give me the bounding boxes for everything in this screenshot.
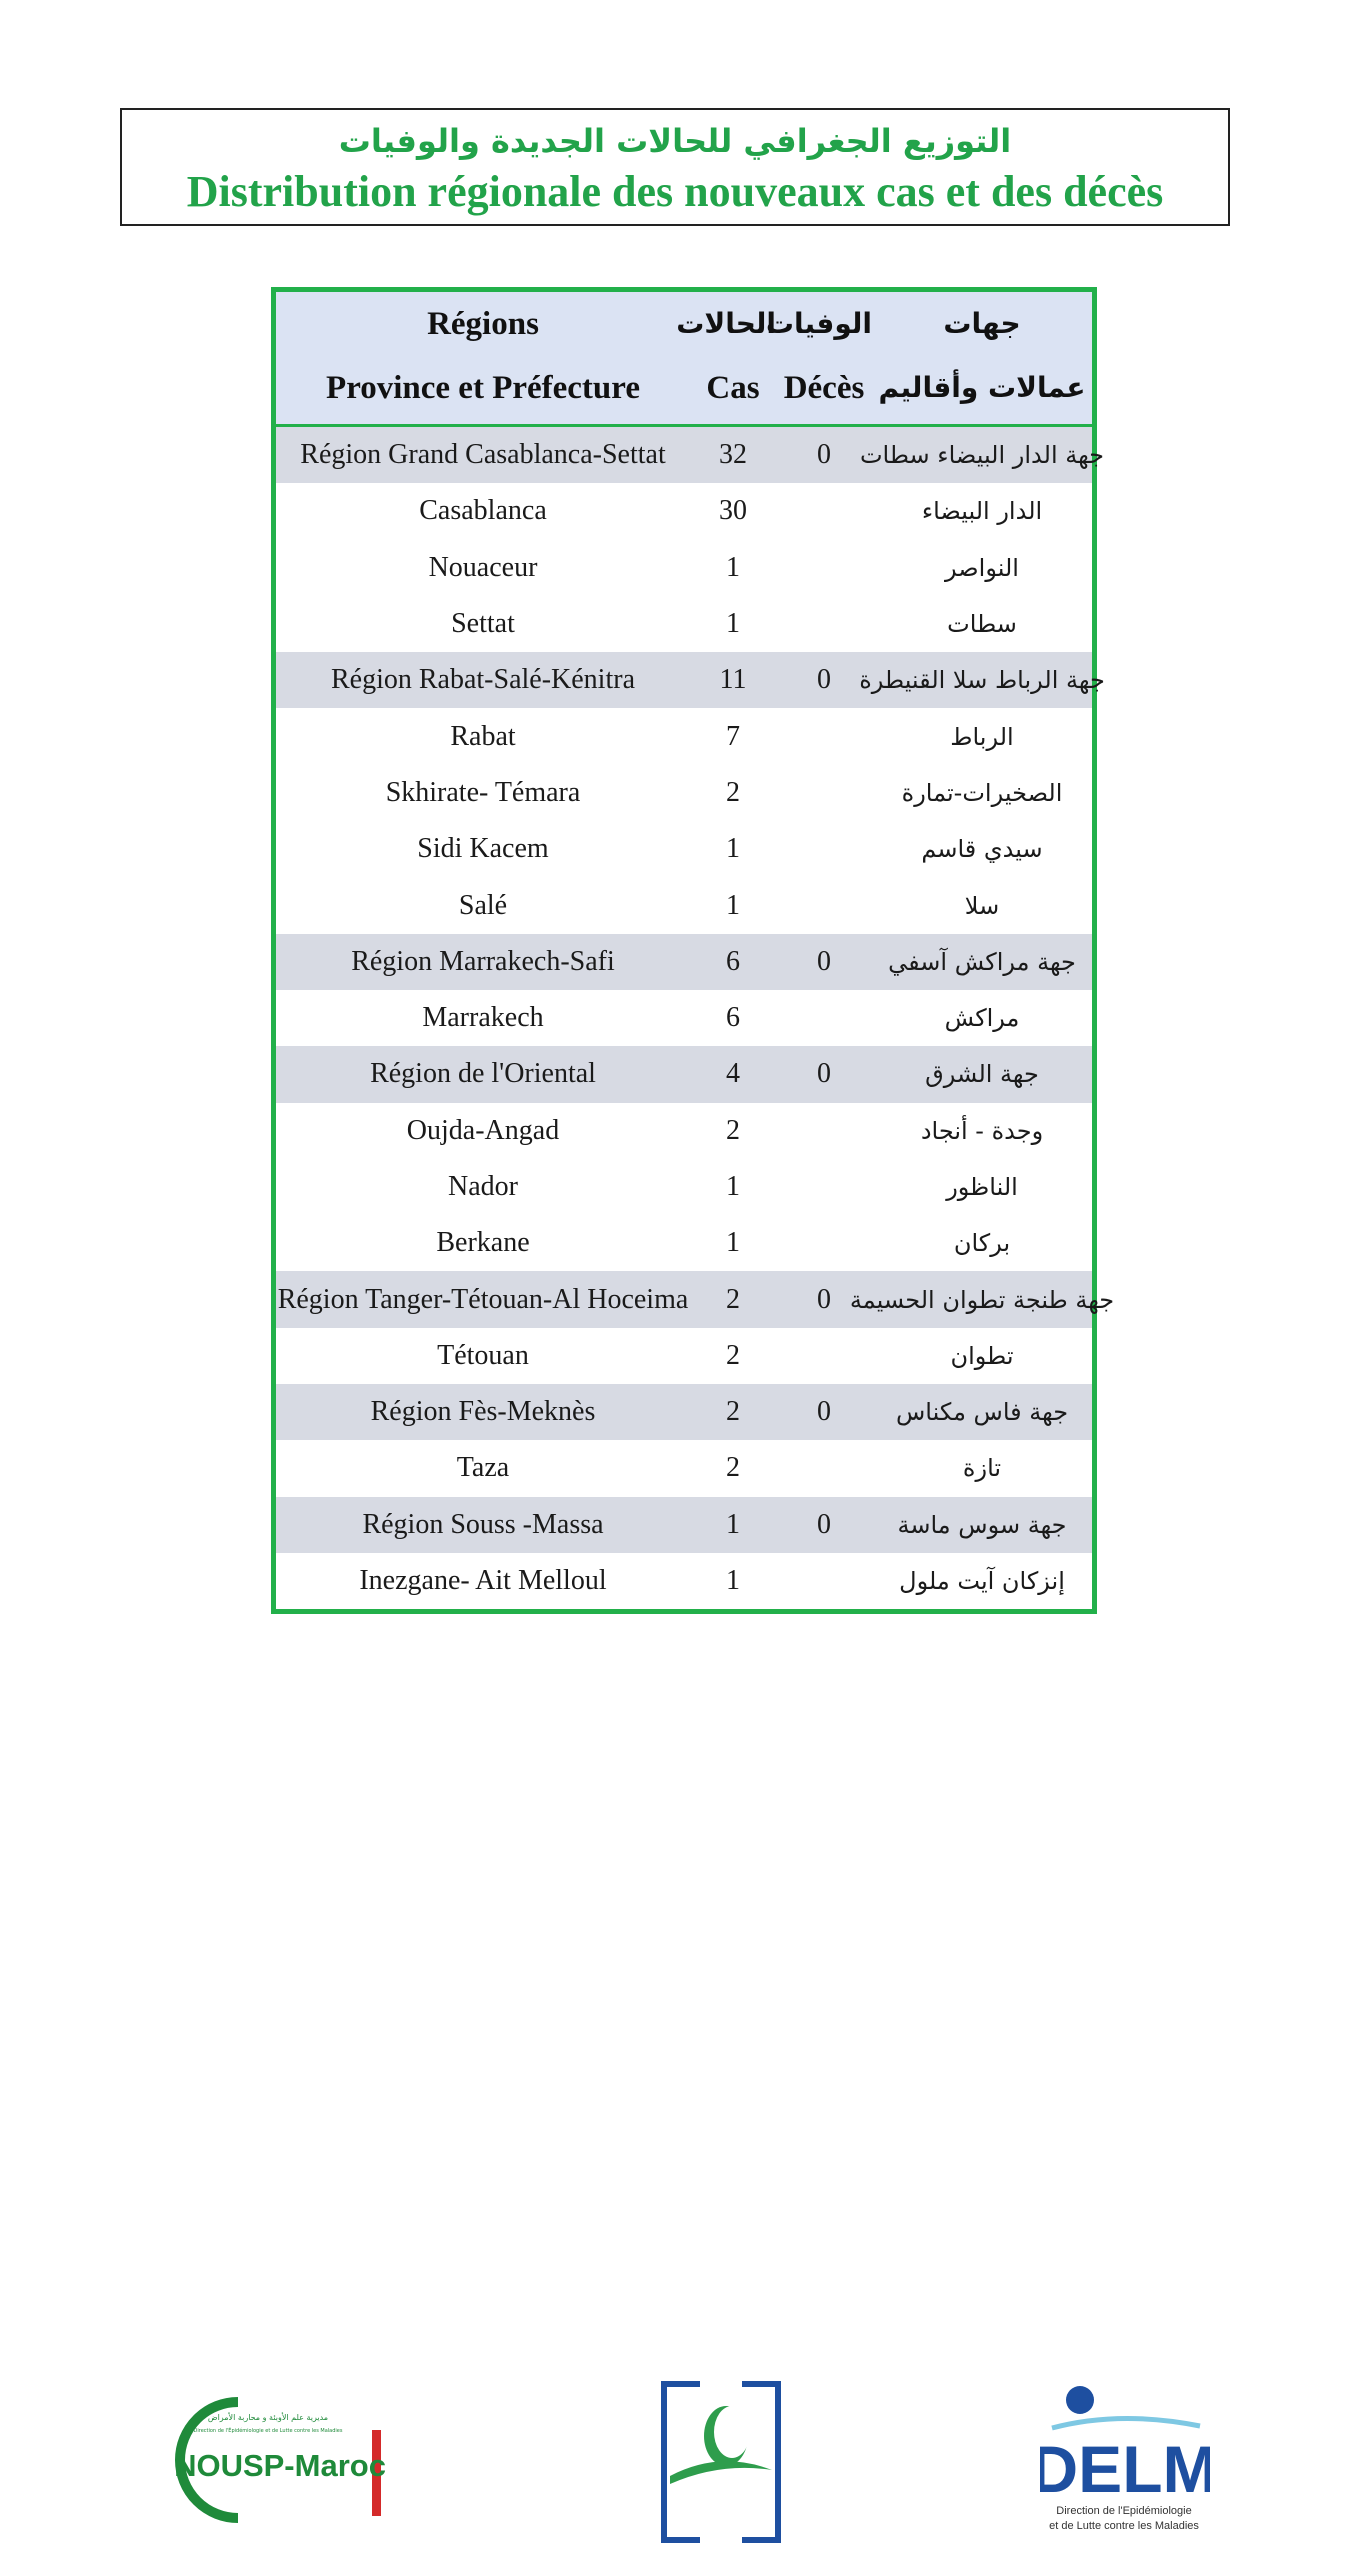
cell-deces bbox=[776, 1103, 872, 1159]
table-row-province bbox=[276, 765, 1092, 821]
cell-name-fr: Sidi Kacem bbox=[417, 833, 549, 865]
cell-name-ar: بركان bbox=[953, 1229, 1011, 1258]
cell-name-ar: جهة الرباط سلا القنيطرة bbox=[859, 666, 1105, 695]
document-title-box bbox=[120, 108, 1230, 226]
cell-cas: 1 bbox=[726, 889, 740, 921]
cell-cas: 1 bbox=[726, 833, 740, 865]
header-deces-ar: الوفيات bbox=[765, 307, 872, 340]
cell-name-fr: Nouaceur bbox=[428, 551, 538, 583]
cell-name-ar: جهة مراكش آسفي bbox=[888, 947, 1076, 976]
cell-name-fr: Nador bbox=[448, 1171, 518, 1202]
header-cas bbox=[676, 292, 776, 420]
table-header bbox=[276, 292, 1092, 427]
delm-subtitle-line2: et de Lutte contre les Maladies bbox=[1049, 2520, 1199, 2532]
header-cas-fr: Cas bbox=[706, 370, 760, 406]
cell-name-fr: Salé bbox=[458, 889, 508, 921]
header-cas-ar: الحالات bbox=[676, 307, 776, 340]
nousp-text: NOUSP-Maroc bbox=[174, 2448, 386, 2483]
table-row-province bbox=[276, 1553, 1092, 1609]
cell-cas: 32 bbox=[719, 439, 747, 471]
table-row-province bbox=[276, 596, 1092, 652]
table-row-region bbox=[276, 1046, 1092, 1102]
cell-name-ar: تازة bbox=[962, 1454, 1002, 1483]
cell-cas: 30 bbox=[719, 495, 747, 527]
cell-cas: 1 bbox=[726, 1565, 740, 1597]
cell-name-ar: تطوان bbox=[950, 1341, 1014, 1370]
header-deces bbox=[765, 292, 872, 420]
header-deces-fr: Décès bbox=[783, 370, 865, 406]
cell-name-fr: Région Marrakech-Safi bbox=[351, 945, 615, 977]
cell-name-fr: Région Grand Casablanca-Settat bbox=[300, 439, 666, 471]
table-row-region bbox=[276, 934, 1092, 990]
table-row-province bbox=[276, 1215, 1092, 1271]
cell-cas: 2 bbox=[726, 1452, 740, 1484]
title-french: Distribution régionale des nouveaux cas et des décès bbox=[186, 167, 1164, 216]
header-arabic-regions bbox=[872, 292, 1092, 420]
header-regions-line2: Province et Préfecture bbox=[326, 370, 640, 406]
header-ar-line2: عمالات وأقاليم bbox=[878, 371, 1086, 404]
cell-cas: 11 bbox=[719, 664, 747, 696]
cell-name-fr: Casablanca bbox=[419, 495, 547, 527]
cell-name-ar: مراكش bbox=[944, 1004, 1020, 1033]
header-ar-line1: جهات bbox=[943, 307, 1021, 340]
cell-deces bbox=[776, 483, 872, 539]
table-row-region bbox=[276, 652, 1105, 708]
table-row-province bbox=[276, 877, 1092, 933]
cell-cas: 6 bbox=[726, 1002, 740, 1034]
cell-name-ar: وجدة - أنجاد bbox=[920, 1116, 1044, 1145]
cell-deces bbox=[776, 540, 872, 596]
delm-logo bbox=[1040, 2380, 1210, 2540]
cell-name-ar: جهة الشرق bbox=[925, 1060, 1039, 1089]
cell-name-fr: Région Tanger-Tétouan-Al Hoceima bbox=[277, 1283, 689, 1315]
cell-deces bbox=[776, 821, 872, 877]
cell-name-ar: إنزكان آيت ملول bbox=[899, 1567, 1065, 1596]
cell-name-ar: الناظور bbox=[946, 1173, 1018, 1201]
table-row-province bbox=[276, 1103, 1092, 1159]
cell-deces: 0 bbox=[817, 1396, 831, 1428]
cell-deces bbox=[776, 1440, 872, 1496]
cell-deces bbox=[776, 1328, 872, 1384]
nousp-ar-text: مديرية علم الأوبئة و محاربة الأمراض bbox=[207, 2413, 329, 2422]
distribution-table bbox=[271, 287, 1115, 1614]
nousp-logo bbox=[168, 2390, 388, 2530]
cell-name-fr: Berkane bbox=[436, 1227, 530, 1259]
header-regions-line1: Régions bbox=[427, 306, 539, 342]
cell-name-fr: Marrakech bbox=[422, 1002, 544, 1034]
table-row-region bbox=[276, 427, 1105, 483]
table-row-province bbox=[276, 1440, 1092, 1496]
cell-cas: 1 bbox=[726, 1171, 740, 1202]
cell-deces bbox=[776, 765, 872, 821]
table-row-province bbox=[276, 1328, 1092, 1384]
delm-subtitle-line1: Direction de l'Epidémiologie bbox=[1056, 2505, 1192, 2517]
cell-cas: 7 bbox=[726, 720, 740, 752]
cell-cas: 6 bbox=[726, 945, 740, 977]
cell-deces bbox=[776, 877, 872, 933]
cell-deces bbox=[776, 1159, 872, 1215]
cell-deces bbox=[776, 1215, 872, 1271]
cell-cas: 2 bbox=[726, 776, 740, 808]
cell-cas: 1 bbox=[726, 1508, 740, 1540]
cell-name-fr: Inezgane- Ait Melloul bbox=[359, 1565, 607, 1597]
cell-deces bbox=[776, 708, 872, 764]
table-row-region bbox=[276, 1497, 1092, 1553]
cell-name-fr: Settat bbox=[451, 608, 515, 640]
cell-cas: 2 bbox=[726, 1114, 740, 1146]
cell-name-fr: Oujda-Angad bbox=[406, 1114, 560, 1146]
cell-name-fr: Région Fès-Meknès bbox=[370, 1396, 596, 1428]
cell-name-fr: Rabat bbox=[450, 720, 516, 752]
cell-name-fr: Skhirate- Témara bbox=[385, 776, 581, 808]
cell-name-ar: سطات bbox=[947, 610, 1017, 639]
table-row-province bbox=[276, 540, 1092, 596]
cell-deces: 0 bbox=[817, 439, 831, 471]
cell-name-fr: Taza bbox=[456, 1452, 510, 1484]
table-body bbox=[276, 427, 1115, 1609]
cell-name-fr: Région de l'Oriental bbox=[370, 1058, 596, 1090]
cell-name-ar: جهة فاس مكناس bbox=[895, 1398, 1069, 1427]
cell-deces: 0 bbox=[817, 945, 831, 977]
cell-deces: 0 bbox=[817, 1508, 831, 1540]
cell-cas: 1 bbox=[726, 551, 740, 583]
table-row-province bbox=[276, 990, 1092, 1046]
cell-deces bbox=[776, 1553, 872, 1609]
cell-name-ar: الدار البيضاء bbox=[921, 497, 1043, 526]
cell-name-ar: الرباط bbox=[950, 722, 1014, 751]
cell-deces: 0 bbox=[817, 1058, 831, 1090]
cell-name-ar: جهة طنجة تطوان الحسيمة bbox=[849, 1285, 1115, 1314]
delm-text: DELM bbox=[1040, 2432, 1210, 2506]
cell-name-ar: الصخيرات-تمارة bbox=[901, 778, 1063, 807]
cell-name-fr: Région Rabat-Salé-Kénitra bbox=[330, 664, 635, 696]
table-row-province bbox=[276, 1159, 1092, 1215]
cell-cas: 2 bbox=[726, 1339, 740, 1371]
cell-cas: 2 bbox=[726, 1396, 740, 1428]
title-arabic: التوزيع الجغرافي للحالات الجديدة والوفيات bbox=[338, 122, 1012, 160]
cell-name-fr: Tétouan bbox=[437, 1339, 529, 1371]
table-row-province bbox=[276, 708, 1092, 764]
cell-deces bbox=[776, 990, 872, 1046]
nousp-sub-text: Direction de l'Épidémiologie et de Lutte contre les Maladies bbox=[193, 2428, 343, 2434]
cell-cas: 1 bbox=[726, 608, 740, 640]
cell-name-ar: جهة الدار البيضاء سطات bbox=[859, 441, 1105, 470]
cell-name-ar: جهة سوس ماسة bbox=[897, 1510, 1067, 1539]
cell-deces: 0 bbox=[817, 664, 831, 696]
cell-cas: 4 bbox=[726, 1058, 740, 1090]
table-row-province bbox=[276, 821, 1092, 877]
cell-deces bbox=[776, 596, 872, 652]
cell-deces: 0 bbox=[817, 1283, 831, 1315]
cell-name-fr: Région Souss -Massa bbox=[362, 1508, 604, 1540]
table-row-region bbox=[276, 1271, 1115, 1327]
cell-name-ar: النواصر bbox=[945, 553, 1019, 582]
cell-name-ar: سلا bbox=[964, 891, 1000, 920]
table-row-province bbox=[276, 483, 1092, 539]
header-regions bbox=[276, 292, 690, 420]
table-row-region bbox=[276, 1384, 1092, 1440]
ministry-emblem-logo bbox=[660, 2380, 782, 2544]
cell-name-ar: سيدي قاسم bbox=[921, 835, 1043, 864]
cell-cas: 1 bbox=[726, 1227, 740, 1259]
cell-cas: 2 bbox=[726, 1283, 740, 1315]
